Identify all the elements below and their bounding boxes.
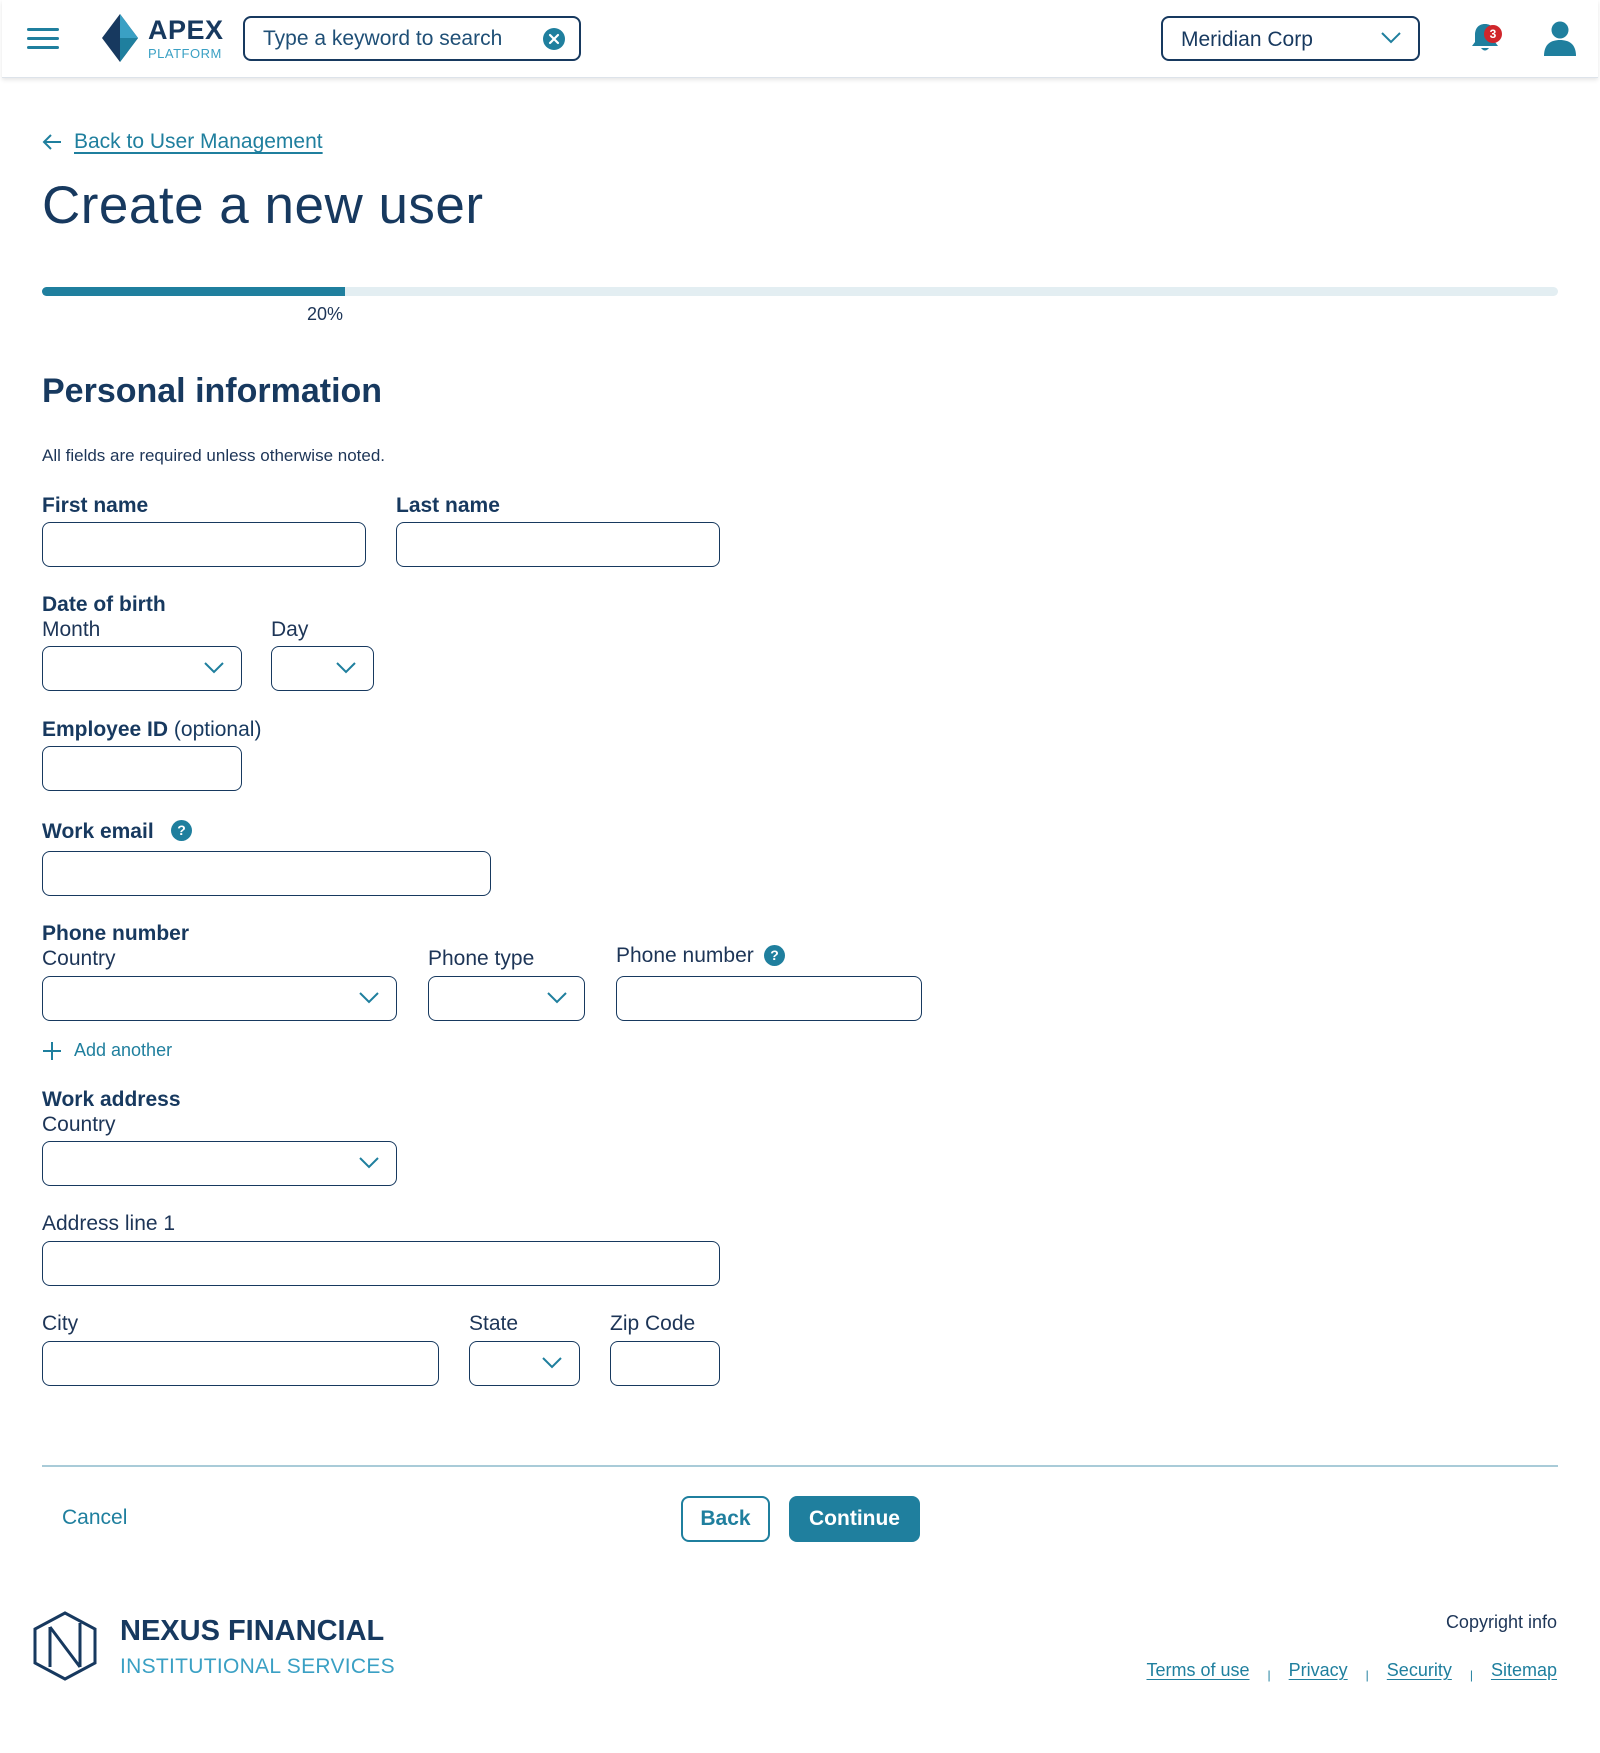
apex-logo[interactable] [102, 14, 232, 64]
user-profile-icon[interactable] [1543, 20, 1577, 56]
phone-type-select[interactable] [428, 976, 585, 1021]
logo-subtitle: PLATFORM [148, 46, 222, 61]
back-link-label: Back to User Management [74, 130, 323, 153]
terms-of-use-link[interactable]: Terms of use [1146, 1660, 1250, 1680]
work-address-label: Work address [42, 1088, 181, 1111]
chevron-down-icon [546, 991, 568, 1005]
optional-tag: (optional) [173, 718, 262, 741]
organization-select[interactable] [1161, 16, 1420, 61]
phone-number-help-icon[interactable]: ? [764, 945, 785, 966]
copyright-info: Copyright info [1445, 1612, 1557, 1632]
notification-count-badge: 3 [1484, 25, 1502, 43]
chevron-down-icon [335, 661, 357, 675]
form-divider [42, 1465, 1558, 1467]
phone-number-label: Phone number [616, 944, 754, 967]
address-line1-label: Address line 1 [42, 1212, 176, 1235]
address-country-label: Country [42, 1113, 116, 1136]
last-name-input[interactable] [397, 523, 719, 566]
work-email-input[interactable] [43, 852, 490, 895]
footer-separator: | [1365, 1667, 1369, 1682]
phone-number-section-label: Phone number [42, 922, 190, 945]
date-of-birth-label: Date of birth [42, 593, 166, 616]
employee-id-field [42, 746, 242, 791]
footer-company-subtitle: INSTITUTIONAL SERVICES [120, 1655, 395, 1678]
back-button[interactable]: Back [681, 1496, 770, 1542]
continue-button[interactable]: Continue [789, 1496, 920, 1542]
security-link[interactable]: Security [1386, 1660, 1452, 1680]
address-country-select[interactable] [42, 1141, 397, 1186]
state-label: State [469, 1312, 519, 1335]
phone-type-label: Phone type [428, 947, 535, 970]
footer-separator: | [1469, 1667, 1473, 1682]
progress-bar-fill [42, 287, 345, 296]
zip-code-label: Zip Code [610, 1312, 696, 1335]
work-email-label: Work email [42, 820, 154, 843]
required-fields-note: All fields are required unless otherwise noted. [42, 446, 386, 465]
search-box [243, 16, 581, 61]
back-to-user-management-link[interactable] [42, 130, 323, 154]
chevron-down-icon [203, 661, 225, 675]
add-another-phone-button[interactable] [42, 1040, 172, 1061]
month-label: Month [42, 618, 101, 641]
phone-country-label: Country [42, 947, 116, 970]
footer-separator: | [1267, 1667, 1271, 1682]
employee-id-label-text: Employee ID [42, 718, 169, 741]
last-name-field [396, 522, 720, 567]
arrow-left-icon [42, 133, 62, 151]
city-input[interactable] [43, 1342, 438, 1385]
nexus-logo-icon [32, 1611, 98, 1681]
phone-number-input[interactable] [617, 977, 921, 1020]
first-name-input[interactable] [43, 523, 365, 566]
first-name-field [42, 522, 366, 567]
progress-label: 20% [307, 304, 344, 324]
organization-select-value: Meridian Corp [1181, 28, 1313, 51]
privacy-link[interactable]: Privacy [1288, 1660, 1348, 1680]
last-name-label: Last name [396, 494, 500, 517]
day-select[interactable] [271, 646, 374, 691]
work-email-help-icon[interactable]: ? [171, 820, 192, 841]
chevron-down-icon [541, 1356, 563, 1370]
menu-icon[interactable] [27, 25, 59, 51]
search-input[interactable] [263, 26, 533, 52]
chevron-down-icon [358, 991, 380, 1005]
address-line1-field [42, 1241, 720, 1286]
chevron-down-icon [1380, 31, 1402, 45]
city-field [42, 1341, 439, 1386]
work-email-field [42, 851, 491, 896]
top-navigation-bar [2, 0, 1598, 78]
section-title: Personal information [42, 372, 383, 410]
zip-code-input[interactable] [611, 1342, 719, 1385]
chevron-down-icon [358, 1156, 380, 1170]
zip-code-field [610, 1341, 720, 1386]
day-label: Day [271, 618, 309, 641]
page-title: Create a new user [42, 176, 484, 235]
address-line1-input[interactable] [43, 1242, 719, 1285]
logo-text: APEX [148, 15, 224, 45]
state-select[interactable] [469, 1341, 580, 1386]
employee-id-label [42, 718, 261, 742]
footer-links [1146, 1660, 1557, 1681]
employee-id-input[interactable] [43, 747, 241, 790]
first-name-label: First name [42, 494, 149, 517]
clear-search-icon[interactable] [543, 28, 565, 50]
sitemap-link[interactable]: Sitemap [1490, 1660, 1557, 1680]
phone-country-select[interactable] [42, 976, 397, 1021]
footer-company-name: NEXUS FINANCIAL [120, 1615, 385, 1647]
apex-diamond-icon [102, 14, 138, 62]
cancel-link[interactable]: Cancel [62, 1506, 128, 1529]
plus-icon [42, 1041, 62, 1061]
month-select[interactable] [42, 646, 242, 691]
phone-number-field [616, 976, 922, 1021]
add-another-label: Add another [74, 1040, 173, 1060]
progress-bar [42, 287, 1558, 296]
city-label: City [42, 1312, 79, 1335]
